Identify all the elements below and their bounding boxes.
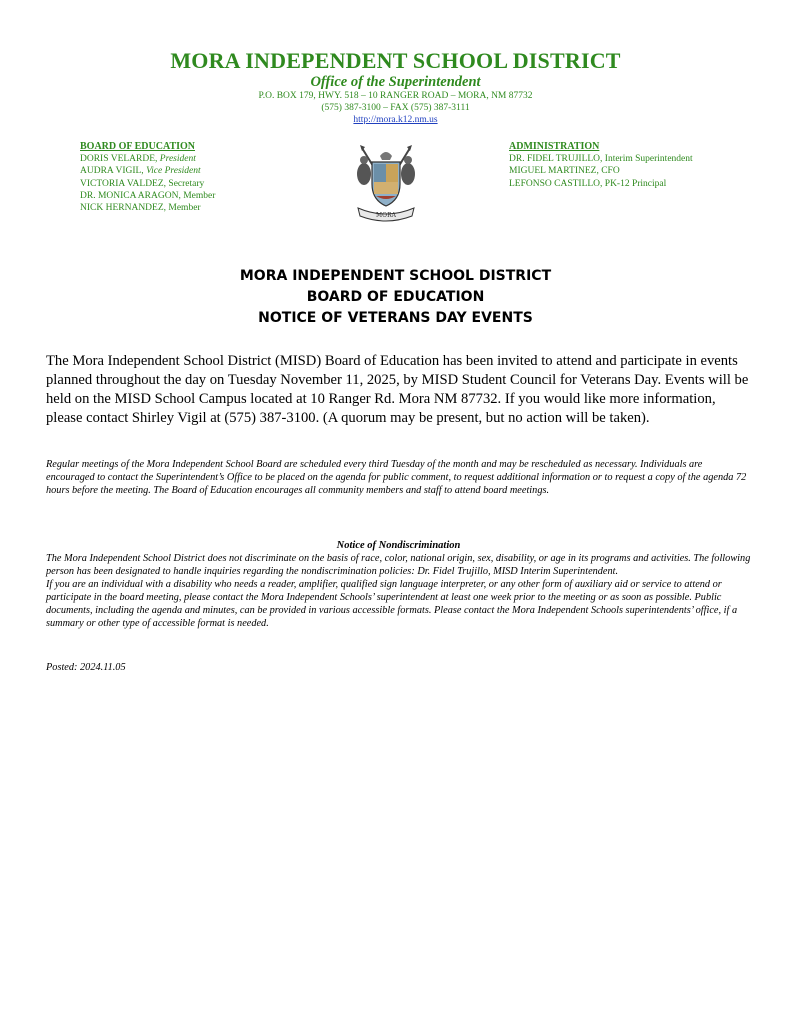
website-link[interactable]: http://mora.k12.nm.us <box>353 115 438 125</box>
notice-body: The Mora Independent School District (MISD) Board of Education has been invited to attend and participate in events planned throughout the day on Tuesday November 11, 2025, by MISD Student Council for Veterans Day. Events will be held on the MISD School Campus located at 10 Ranger Rd. Mora NM 87732. If you would like more information, please contact Shirley Vigil at (575) 387-3100. (A quorum may be present, but no action will be taken). <box>46 353 749 426</box>
district-name: MORA INDEPENDENT SCHOOL DISTRICT <box>170 48 621 73</box>
board-member: DORIS VELARDE, President <box>80 154 196 165</box>
regular-meetings-paragraph: Regular meetings of the Mora Independent School Board are scheduled every third Tuesday of the month and may be rescheduled as necessary. Individuals are encouraged to contact the Superintendent’s Office to be placed on the agenda for public comment, to request additional information or to request a copy of the agenda 72 hours before the meeting. The Board of Education encourages all community members and staff to attend board meetings. <box>46 459 747 496</box>
admin-member: DR. FIDEL TRUJILLO, Interim Superintendent <box>509 154 693 165</box>
board-heading: BOARD OF EDUCATION <box>80 141 196 152</box>
district-crest-logo <box>350 144 422 224</box>
admin-member: MIGUEL MARTINEZ, CFO <box>509 166 620 177</box>
board-of-education-list <box>80 141 215 214</box>
board-member: NICK HERNANDEZ, Member <box>80 203 201 214</box>
board-member: AUDRA VIGIL, Vice President <box>80 166 201 177</box>
board-member: VICTORIA VALDEZ, Secretary <box>80 178 205 189</box>
phone-fax: (575) 387-3100 – FAX (575) 387-3111 <box>321 103 470 113</box>
notice-title-line: NOTICE OF VETERANS DAY EVENTS <box>258 310 533 326</box>
nondiscrimination-title: Notice of Nondiscrimination <box>336 540 461 551</box>
notice-title-line: MORA INDEPENDENT SCHOOL DISTRICT <box>239 268 552 284</box>
crest-banner-text: MORA <box>376 212 396 219</box>
nondiscrimination-section <box>46 539 751 630</box>
admin-member: LEFONSO CASTILLO, PK-12 Principal <box>509 178 667 189</box>
administration-list <box>509 141 693 190</box>
nondiscrimination-paragraph: The Mora Independent School District does not discriminate on the basis of race, color, national origin, sex, disability, or age in its programs and activities. The following person has been designated to handle inquiries regarding the nondiscrimination policies: Dr. Fidel Trujillo, MISD Interim Superintendent. <box>46 553 751 577</box>
accessibility-paragraph: If you are an individual with a disability who needs a reader, amplifier, qualified sign language interpreter, or any other form of auxiliary aid or service to attend or participate in the board meeting, please contact the Mora Independent Schools’ superintendent at least one week prior to the meeting or as soon as possible. Public documents, including the agenda and minutes, can be provided in various accessible formats. Please contact the Mora Independent Schools superintendents’ office, if a summary or other type of accessible format is needed. <box>46 579 738 629</box>
office-title: Office of the Superintendent <box>310 74 481 90</box>
letterhead <box>0 48 791 126</box>
posted-date: Posted: 2024.11.05 <box>46 662 126 673</box>
board-member: DR. MONICA ARAGON, Member <box>80 190 216 201</box>
administration-heading: ADMINISTRATION <box>509 141 600 152</box>
notice-title-line: BOARD OF EDUCATION <box>306 289 485 305</box>
postal-address: P.O. BOX 179, HWY. 518 – 10 RANGER ROAD – MORA, NM 87732 <box>258 91 533 101</box>
notice-title <box>0 266 791 329</box>
